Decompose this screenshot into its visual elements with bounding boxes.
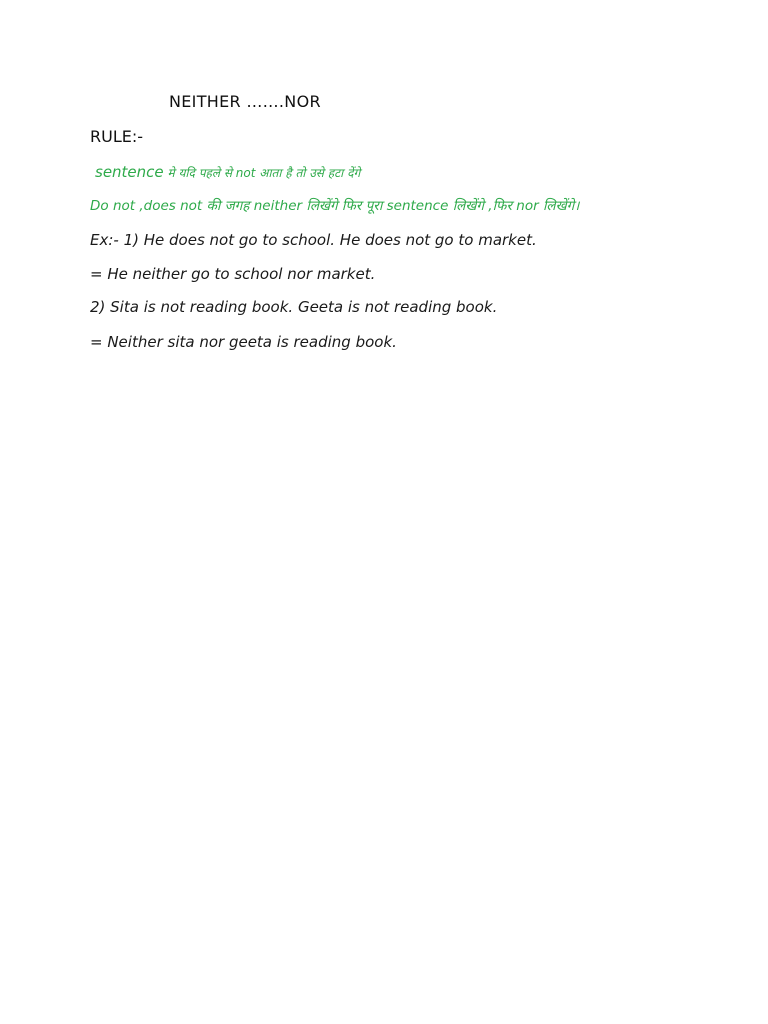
rule-heading: RULE:-	[90, 127, 144, 146]
rule-keyword: sentence	[95, 163, 164, 181]
example-2-sentence: 2) Sita is not reading book. Geeta is not reading book.	[90, 298, 498, 316]
page-title: NEITHER …….NOR	[169, 92, 321, 111]
example-2-answer: = Neither sita nor geeta is reading book.	[90, 333, 397, 351]
example-1-answer: = He neither go to school nor market.	[90, 265, 376, 283]
rule-text-line-1	[95, 165, 360, 180]
rule-text-line-2: Do not ,does not की जगह neither लिखेंगे फिर पूरा sentence लिखेंगे ,फिर nor लिखेंगे।	[90, 198, 580, 214]
example-1-sentence: Ex:- 1) He does not go to school. He does not go to market.	[90, 231, 537, 249]
rule-text-continuation: मे यदि पहले से not आता है तो उसे हटा देंगे	[163, 166, 361, 180]
